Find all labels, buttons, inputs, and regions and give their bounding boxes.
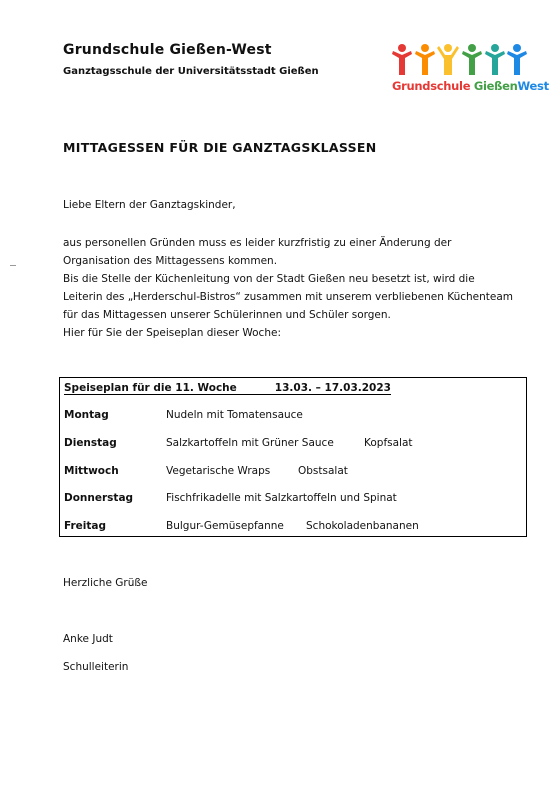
paragraph-line: Leiterin des „Herderschul-Bistros“ zusammen mit unserem verbliebenen Küchenteam (63, 291, 514, 303)
menu-side: Obstsalat (298, 465, 348, 477)
paragraph-line: Bis die Stelle der Küchenleitung von der Stadt Gießen neu besetzt ist, wird die (63, 273, 475, 285)
signature-name: Anke Judt (63, 633, 113, 645)
menu-dish: Salzkartoffeln mit Grüner Sauce (166, 437, 334, 449)
menu-day: Montag (64, 409, 109, 421)
menu-dish: Fischfrikadelle mit Salzkartoffeln und Spinat (166, 492, 397, 504)
paragraph-line: aus personellen Gründen muss es leider kurzfristig zu einer Änderung der (63, 237, 452, 249)
menu-dish: Vegetarische Wraps (166, 465, 271, 477)
menu-day: Donnerstag (64, 492, 134, 504)
logo-text-giessen: Gießen (473, 79, 518, 93)
menu-table (59, 377, 527, 537)
menu-dish: Nudeln mit Tomatensauce (166, 409, 303, 421)
signature-role: Schulleiterin (63, 661, 129, 673)
menu-heading-title: Speiseplan für die 11. Woche (64, 382, 237, 394)
menu-heading-dates: 13.03. – 17.03.2023 (274, 382, 391, 394)
menu-side: Kopfsalat (364, 437, 413, 449)
margin-mark (10, 265, 16, 266)
school-subtitle: Ganztagsschule der Universitätsstadt Gießen (63, 66, 319, 77)
body-paragraph (63, 234, 533, 342)
children-figures-icon (392, 42, 527, 78)
paragraph-line: Organisation des Mittagessens kommen. (63, 255, 278, 267)
menu-day: Mittwoch (64, 465, 119, 477)
menu-day: Freitag (64, 520, 107, 532)
logo-text-west: West (517, 79, 549, 93)
school-name: Grundschule Gießen-West (63, 42, 272, 58)
menu-heading (64, 382, 391, 395)
menu-day: Dienstag (64, 437, 117, 449)
paragraph-line: für das Mittagessen unserer Schülerinnen und Schüler sorgen. (63, 309, 391, 321)
logo-text-grundschule: Grundschule (392, 79, 474, 93)
school-logo (392, 42, 549, 100)
menu-dish: Bulgur-Gemüsepfanne (166, 520, 284, 532)
logo-text (392, 79, 549, 93)
greeting: Liebe Eltern der Ganztagskinder, (63, 199, 236, 211)
closing-phrase: Herzliche Grüße (63, 577, 148, 589)
menu-side: Schokoladenbananen (306, 520, 419, 532)
paragraph-line: Hier für Sie der Speiseplan dieser Woche: (63, 327, 281, 339)
document-title: MITTAGESSEN FÜR DIE GANZTAGSKLASSEN (63, 140, 377, 155)
